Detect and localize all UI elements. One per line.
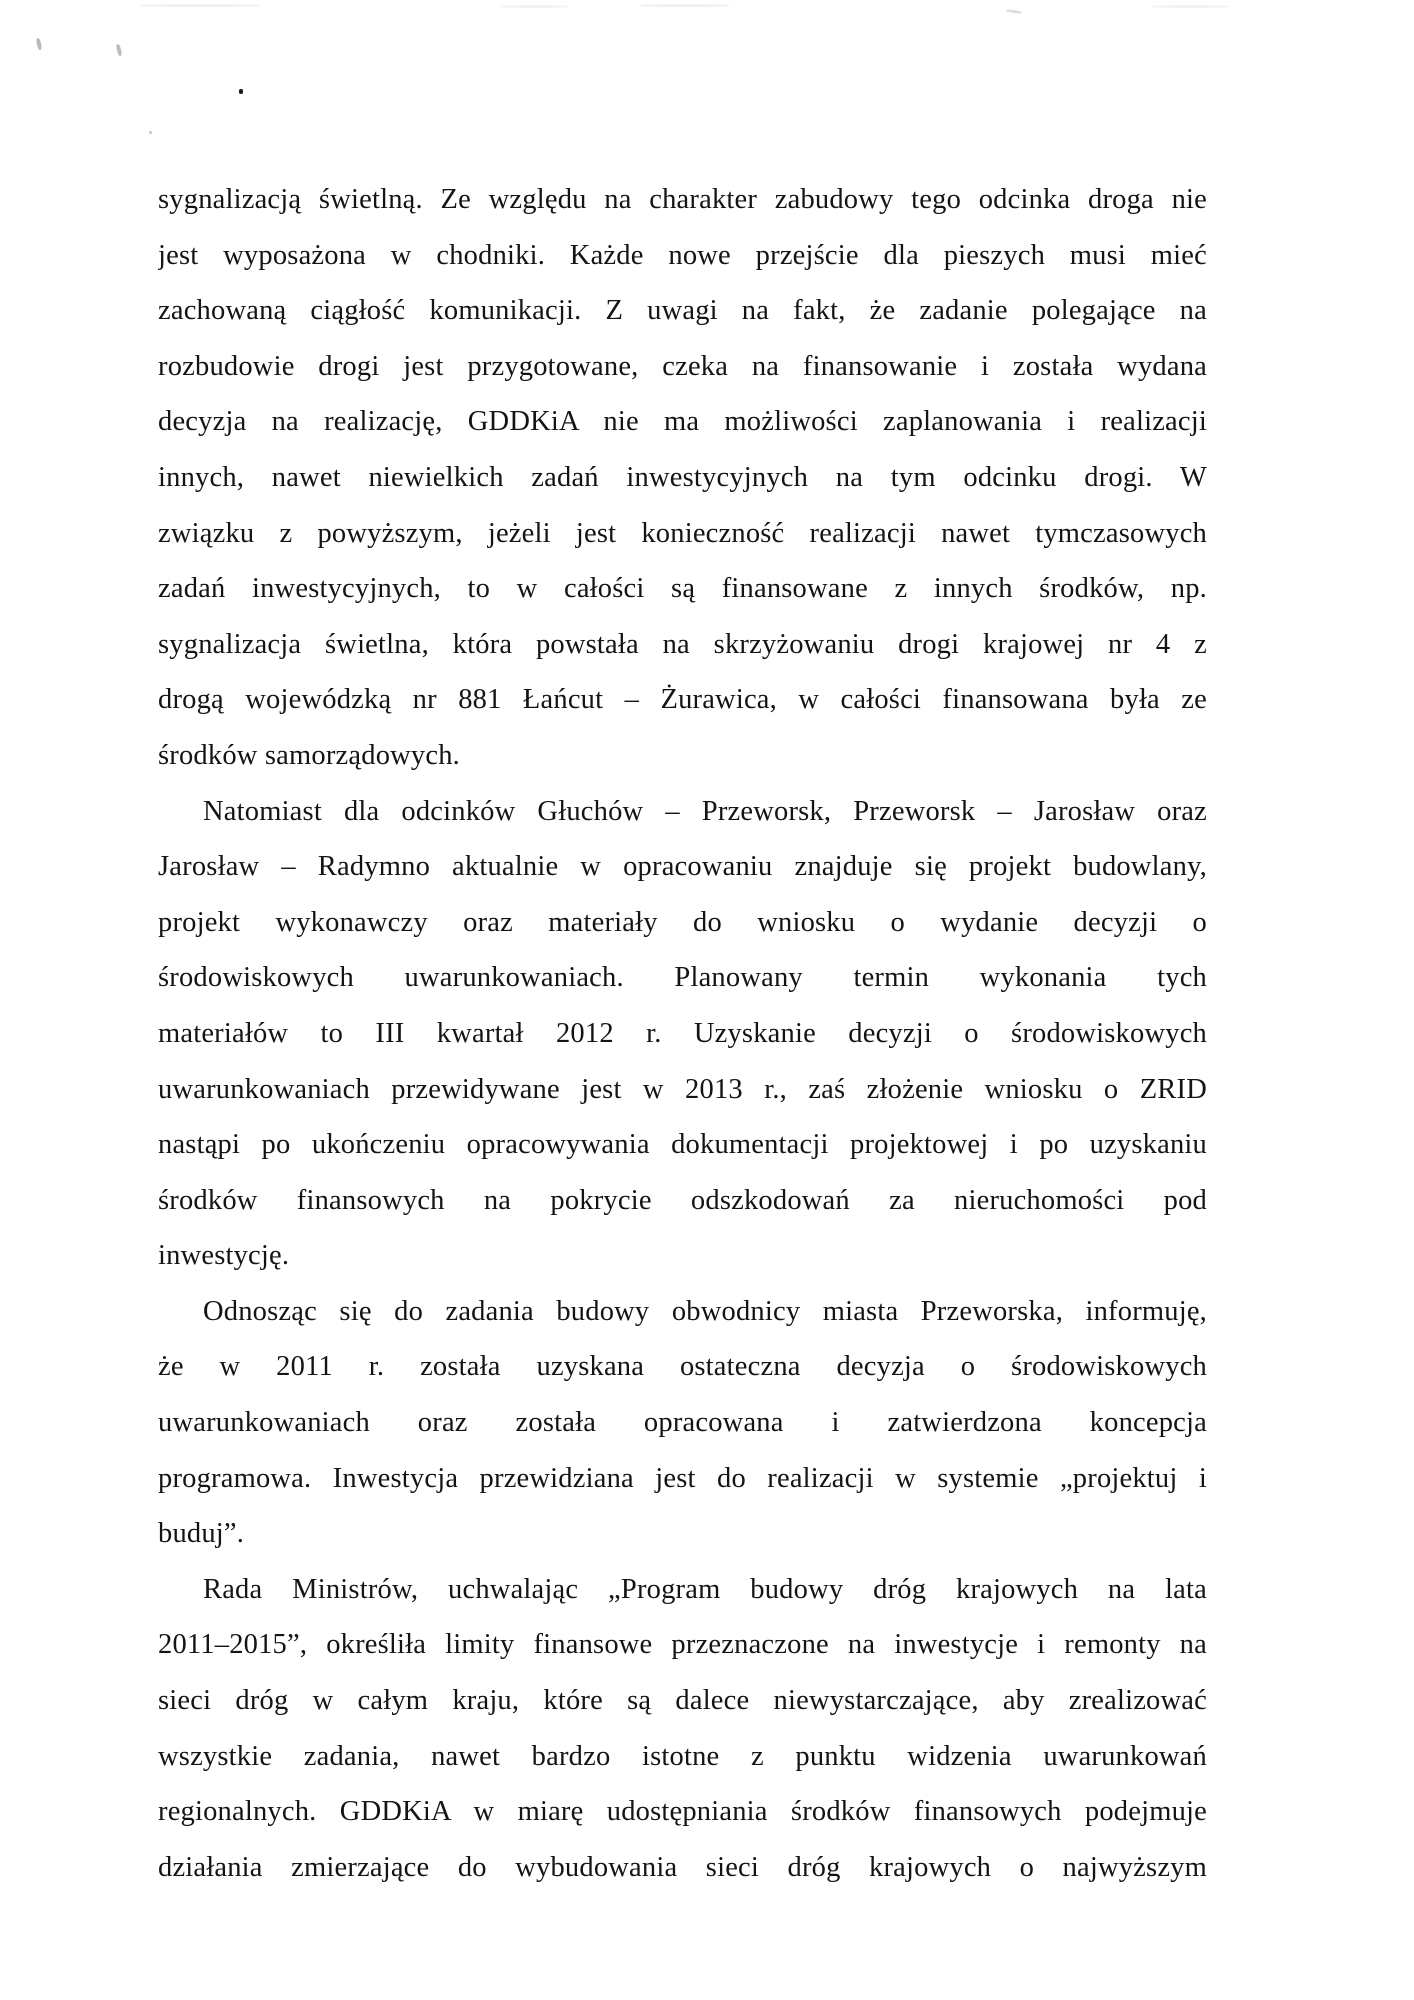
text-line: Natomiast dla odcinków Głuchów – Przeworsk, Przeworsk – Jarosław oraz [203, 795, 1207, 827]
text-line: jest wyposażona w chodniki. Każde nowe przejście dla pieszych musi mieć [158, 239, 1207, 271]
scan-speck [140, 4, 260, 7]
text-line: regionalnych. GDDKiA w miarę udostępniania środków finansowych podejmuje [158, 1796, 1207, 1828]
text-line: zachowaną ciągłość komunikacji. Z uwagi na fakt, że zadanie polegające na [158, 295, 1207, 327]
scan-speck [500, 5, 570, 8]
text-line: że w 2011 r. została uzyskana ostateczna decyzja o środowiskowych [158, 1351, 1207, 1383]
text-line: wszystkie zadania, nawet bardzo istotne z punktu widzenia uwarunkowań [158, 1740, 1207, 1772]
text-line: rozbudowie drogi jest przygotowane, czeka na finansowanie i została wydana [158, 350, 1207, 382]
text-line: sieci dróg w całym kraju, które są dalece niewystarczające, aby zrealizować [158, 1685, 1207, 1717]
text-line: drogą wojewódzką nr 881 Łańcut – Żurawica, w całości finansowana była ze [158, 684, 1207, 716]
text-line: projekt wykonawczy oraz materiały do wniosku o wydanie decyzji o [158, 906, 1207, 938]
paragraph [158, 172, 1207, 784]
body-text [158, 172, 1207, 1895]
scan-speck [1150, 5, 1230, 8]
text-line: programowa. Inwestycja przewidziana jest do realizacji w systemie „projektuj i [158, 1462, 1207, 1494]
text-line: decyzja na realizację, GDDKiA nie ma możliwości zaplanowania i realizacji [158, 406, 1207, 438]
text-line: sygnalizacją świetlną. Ze względu na charakter zabudowy tego odcinka droga nie [158, 184, 1207, 215]
scan-speck [1006, 9, 1022, 14]
text-line: działania zmierzające do wybudowania sieci dróg krajowych o najwyższym [158, 1851, 1207, 1883]
text-line: Rada Ministrów, uchwalając „Program budowy dróg krajowych na lata [203, 1573, 1207, 1605]
text-line: środowiskowych uwarunkowaniach. Planowany termin wykonania tych [158, 962, 1207, 994]
text-line: nastąpi po ukończeniu opracowywania dokumentacji projektowej i po uzyskaniu [158, 1129, 1207, 1161]
text-line: materiałów to III kwartał 2012 r. Uzyskanie decyzji o środowiskowych [158, 1017, 1207, 1049]
text-line: 2011–2015”, określiła limity finansowe przeznaczone na inwestycje i remonty na [158, 1629, 1207, 1661]
scan-speck [239, 89, 243, 94]
text-line: sygnalizacja świetlna, która powstała na skrzyżowaniu drogi krajowej nr 4 z [158, 628, 1207, 660]
scan-speck [116, 44, 123, 57]
paragraph [158, 784, 1207, 1284]
text-line: buduj”. [158, 1518, 245, 1550]
text-line: środków finansowych na pokrycie odszkodowań za nieruchomości pod [158, 1184, 1207, 1216]
scan-speck [149, 131, 152, 134]
text-line: Jarosław – Radymno aktualnie w opracowaniu znajduje się projekt budowlany, [158, 851, 1207, 883]
paragraph [158, 1284, 1207, 1562]
paragraph [158, 1562, 1207, 1896]
text-line: uwarunkowaniach oraz została opracowana i zatwierdzona koncepcja [158, 1407, 1207, 1439]
scan-speck [36, 38, 42, 51]
text-line: innych, nawet niewielkich zadań inwestycyjnych na tym odcinku drogi. W [158, 461, 1207, 493]
text-line: związku z powyższym, jeżeli jest konieczność realizacji nawet tymczasowych [158, 517, 1207, 549]
scan-speck [640, 4, 730, 7]
text-line: środków samorządowych. [158, 739, 460, 771]
text-line: uwarunkowaniach przewidywane jest w 2013 r., zaś złożenie wniosku o ZRID [158, 1073, 1207, 1105]
text-line: zadań inwestycyjnych, to w całości są finansowane z innych środków, np. [158, 573, 1207, 605]
text-line: inwestycję. [158, 1240, 290, 1272]
text-line: Odnosząc się do zadania budowy obwodnicy miasta Przeworska, informuję, [203, 1295, 1207, 1327]
